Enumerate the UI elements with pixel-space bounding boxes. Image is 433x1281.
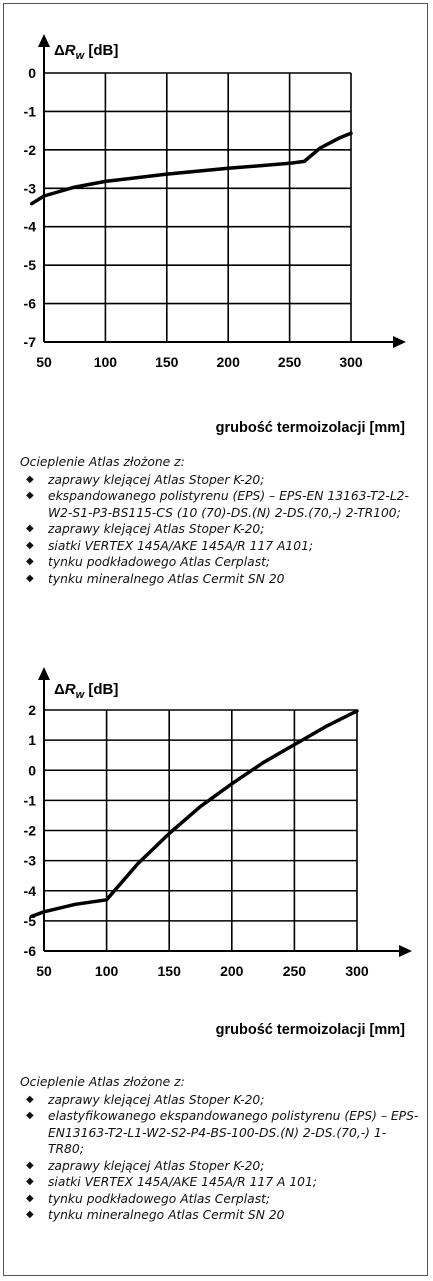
- legend-item-text: tynku podkładowego Atlas Cerplast;: [48, 555, 271, 569]
- x-tick-label: 200: [220, 963, 244, 979]
- y-axis-arrow-icon: [38, 34, 50, 47]
- y-tick-label: -7: [23, 334, 36, 350]
- y-tick-label: -5: [23, 257, 36, 274]
- legend-intro: Ocieplenie Atlas złożone z:: [20, 1075, 185, 1089]
- chart-2: [0, 650, 433, 1080]
- y-tick-label: 1: [28, 732, 36, 749]
- legend-item-text: siatki VERTEX 145A/AKE 145A/R 117 A101;: [48, 538, 314, 553]
- legend-item-text: elastyfikowanego ekspandowanego polistyrenu (EPS) – EPS-EN13163-T2-L1-W2-S2-P4-BS-100-DS.(N) 2-DS.(70,-) 1-TR80;: [48, 1109, 419, 1156]
- x-tick-label: 250: [277, 354, 302, 370]
- legend-item: [20, 1207, 420, 1224]
- y-tick-label: -3: [23, 852, 36, 869]
- x-axis-arrow-icon: [399, 945, 412, 957]
- legend-item-text: tynku mineralnego Atlas Cermit SN 20: [48, 1208, 285, 1222]
- series-line: [32, 133, 351, 203]
- y-axis-title: $\Delta R_w$ [dB]: [54, 42, 119, 62]
- bullet-icon: ◆: [26, 556, 34, 567]
- y-tick-label: -2: [23, 822, 36, 839]
- y-tick-label: -4: [23, 218, 36, 235]
- legend-item: [20, 554, 420, 571]
- legend-item-text: zaprawy klejącej Atlas Stoper K-20;: [48, 1158, 265, 1173]
- bullet-icon: ◆: [26, 1192, 34, 1204]
- legend-item: [20, 472, 420, 489]
- bullet-icon: ◆: [26, 572, 34, 584]
- legend-item: [20, 488, 420, 521]
- y-tick-label: -6: [23, 295, 36, 312]
- y-tick-label: -3: [23, 180, 36, 197]
- chart-1-legend: [20, 454, 420, 587]
- legend-item: [20, 1191, 420, 1208]
- legend-item: [20, 571, 420, 588]
- y-tick-label: 2: [28, 702, 36, 718]
- x-tick-label: 150: [157, 963, 181, 979]
- y-axis-title: $\Delta R_w$ [dB]: [54, 681, 119, 701]
- legend-item: [20, 538, 420, 555]
- y-tick-label: -4: [23, 882, 36, 899]
- y-tick-label: 0: [28, 762, 36, 779]
- x-tick-label: 300: [339, 354, 363, 370]
- chart-panel-2: [0, 650, 433, 1281]
- chart-1: [0, 0, 433, 440]
- legend-item-text: zaprawy klejącej Atlas Stoper K-20;: [48, 472, 265, 487]
- x-axis-arrow-icon: [393, 336, 406, 348]
- bullet-icon: ◆: [26, 523, 34, 534]
- bullet-icon: ◆: [26, 1110, 34, 1121]
- legend-intro: Ocieplenie Atlas złożone z:: [20, 455, 185, 469]
- bullet-icon: ◆: [26, 1093, 34, 1105]
- legend-item: [20, 521, 420, 538]
- x-tick-label: 200: [216, 354, 240, 370]
- x-tick-label: 50: [36, 354, 52, 370]
- y-axis-arrow-icon: [38, 667, 50, 680]
- x-tick-label: 100: [94, 963, 119, 979]
- y-tick-label: -1: [23, 103, 36, 120]
- legend-item: [20, 1158, 420, 1175]
- legend-item-text: zaprawy klejącej Atlas Stoper K-20;: [48, 1092, 265, 1107]
- bullet-icon: ◆: [26, 539, 34, 551]
- bullet-icon: ◆: [26, 490, 34, 501]
- y-tick-label: -5: [23, 912, 36, 929]
- y-tick-label: -6: [23, 943, 36, 959]
- bullet-icon: ◆: [26, 1159, 34, 1171]
- y-tick-label: 0: [28, 65, 36, 81]
- x-tick-label: 250: [282, 963, 307, 979]
- x-axis-title: grubość termoizolacji [mm]: [215, 1022, 405, 1038]
- legend-item: [20, 1108, 420, 1158]
- chart-2-legend: [20, 1074, 420, 1224]
- bullet-icon: ◆: [26, 473, 34, 485]
- legend-item: [20, 1174, 420, 1191]
- bullet-icon: ◆: [26, 1176, 34, 1187]
- x-tick-label: 300: [345, 963, 369, 979]
- y-tick-label: -1: [23, 792, 36, 809]
- x-tick-label: 50: [36, 963, 52, 979]
- legend-item-text: zaprawy klejącej Atlas Stoper K-20;: [48, 522, 265, 536]
- x-axis-title: grubość termoizolacji [mm]: [215, 420, 405, 436]
- legend-item-text: ekspandowanego polistyrenu (EPS) – EPS-EN 13163-T2-L2-W2-S1-P3-BS115-CS (10 (70)-DS.(N) 2-DS.(70,-) 2-TR100;: [48, 489, 409, 520]
- bullet-icon: ◆: [26, 1209, 34, 1220]
- legend-item-text: tynku mineralnego Atlas Cermit SN 20: [48, 571, 285, 586]
- legend-item-text: tynku podkładowego Atlas Cerplast;: [48, 1191, 271, 1206]
- y-tick-label: -2: [23, 141, 36, 158]
- legend-item-text: siatki VERTEX 145A/AKE 145A/R 117 A 101;: [48, 1175, 317, 1189]
- series-line: [32, 711, 358, 917]
- x-tick-label: 100: [93, 354, 118, 370]
- legend-list: [20, 1092, 420, 1224]
- legend-list: [20, 472, 420, 588]
- legend-item: [20, 1092, 420, 1109]
- x-tick-label: 150: [155, 354, 179, 370]
